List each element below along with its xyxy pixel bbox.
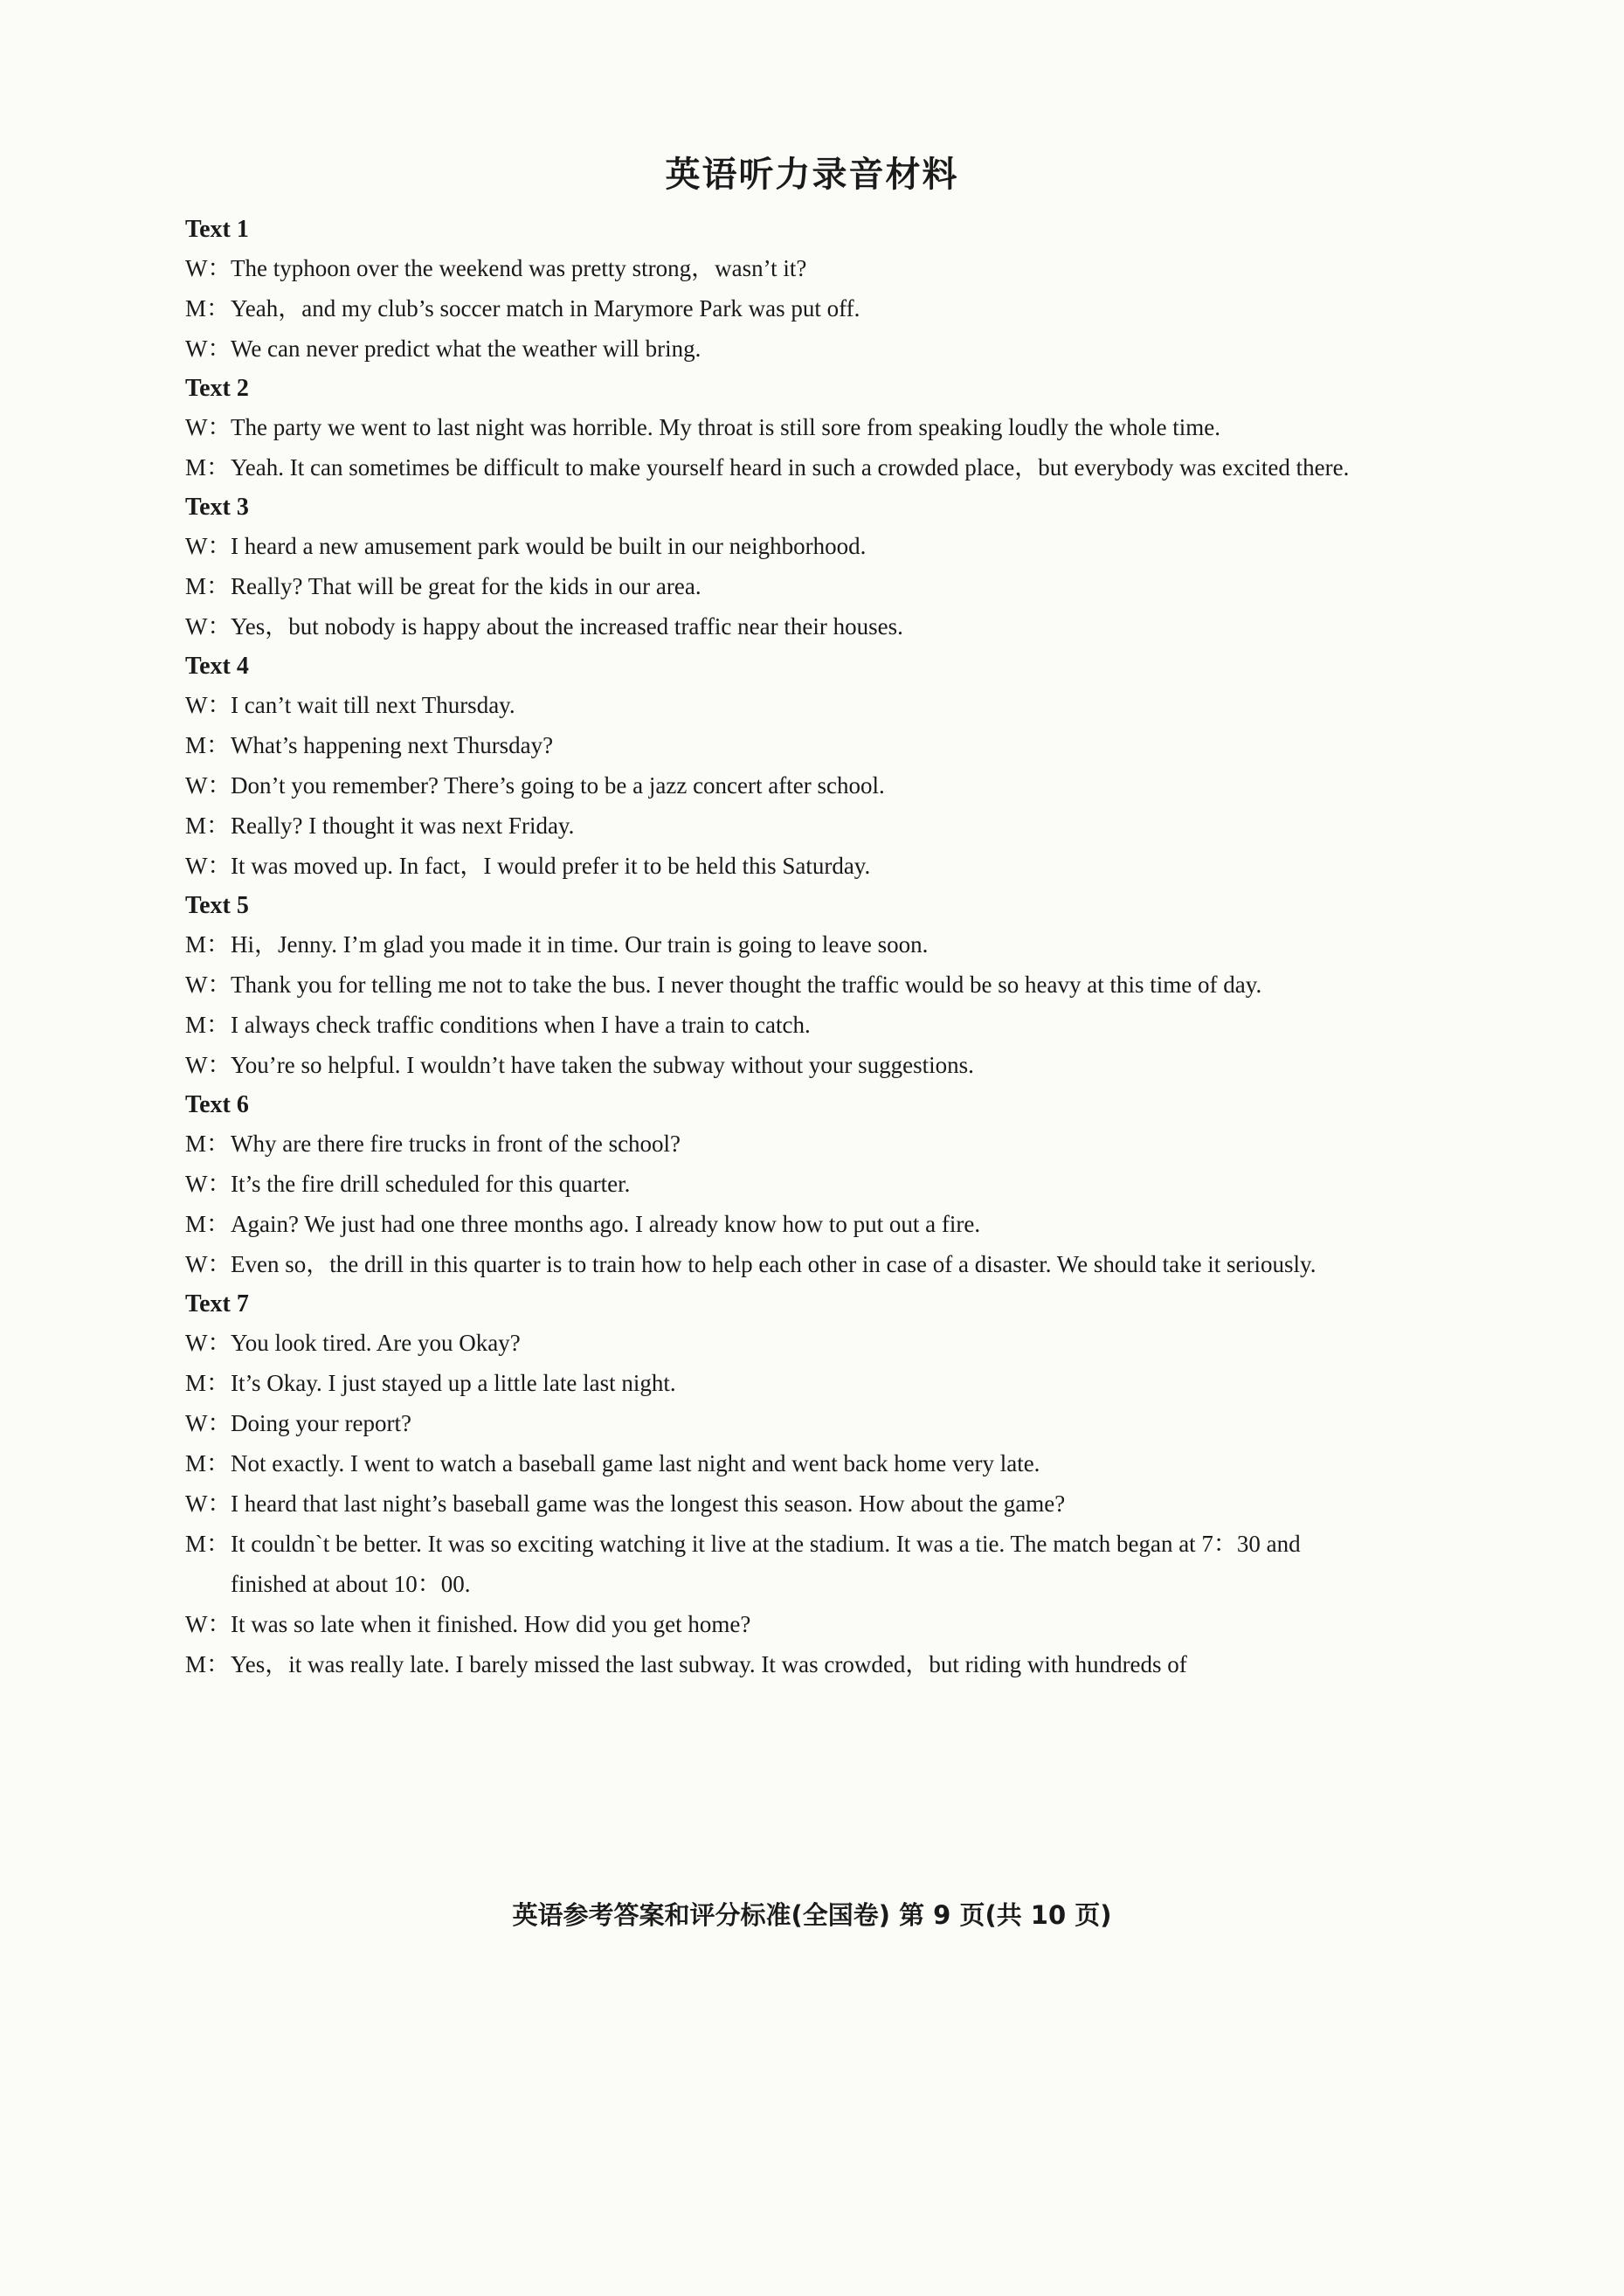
utterance-text: I heard a new amusement park would be built in our neighborhood. [231, 533, 867, 559]
dialogue-line [185, 1403, 1373, 1443]
speaker-label: W： [185, 613, 232, 640]
utterance-text: The party we went to last night was horrible. My throat is still sore from speaking loudly the whole time. [231, 414, 1221, 440]
dialogue-line [185, 725, 1373, 765]
dialogue-line [185, 1124, 1373, 1164]
section-heading: Text 1 [185, 216, 249, 243]
utterance-text: Don’t you remember? There’s going to be a jazz concert after school. [231, 772, 885, 799]
utterance-text: I heard that last night’s baseball game was the longest this season. How about the game? [231, 1490, 1066, 1517]
transcript-section [185, 1087, 1373, 1284]
utterance-text: Not exactly. I went to watch a baseball game last night and went back home very late. [231, 1450, 1040, 1476]
dialogue-line [185, 1323, 1373, 1363]
dialogue-line [185, 1204, 1373, 1244]
utterance-text: It’s the fire drill scheduled for this quarter. [231, 1171, 631, 1197]
dialogue-line [185, 965, 1373, 1005]
speaker-label: M： [185, 1651, 231, 1677]
utterance-text: You look tired. Are you Okay? [231, 1330, 521, 1356]
dialogue-line [185, 1005, 1373, 1045]
utterance-text: Thank you for telling me not to take the bus. I never thought the traffic would be so heavy at this time of day. [231, 972, 1262, 998]
transcript-section [185, 888, 1373, 1085]
utterance-text: It’s Okay. I just stayed up a little late last night. [231, 1370, 676, 1396]
dialogue-line [185, 1524, 1373, 1604]
dialogue-line [185, 1244, 1373, 1284]
utterance-text: Really? That will be great for the kids in our area. [231, 573, 701, 599]
dialogue-line [185, 846, 1373, 886]
speaker-label: W： [185, 692, 232, 718]
speaker-label: W： [185, 972, 232, 998]
dialogue-line [185, 288, 1373, 328]
dialogue-line [185, 685, 1373, 725]
dialogue-line [185, 1644, 1373, 1684]
transcript-section [185, 211, 1373, 369]
dialogue-line [185, 1604, 1373, 1644]
dialogue-line [185, 806, 1373, 846]
transcript-body [185, 210, 1373, 1684]
dialogue-line [185, 248, 1373, 288]
utterance-text: Yeah，and my club’s soccer match in Marymore Park was put off. [231, 295, 860, 322]
dialogue-line [185, 526, 1373, 566]
transcript-section [185, 370, 1373, 488]
utterance-text: It couldn`t be better. It was so exciting watching it live at the stadium. It was a tie. The match began at 7：30 and finished at about 10：00. [231, 1531, 1301, 1597]
dialogue-line [185, 328, 1373, 369]
dialogue-line [185, 566, 1373, 606]
speaker-label: M： [185, 1370, 231, 1396]
utterance-text: It was so late when it finished. How did you get home? [231, 1611, 751, 1637]
speaker-label: W： [185, 1611, 232, 1637]
utterance-text: Yeah. It can sometimes be difficult to make yourself heard in such a crowded place，but everybody was excited there. [231, 454, 1350, 481]
speaker-label: W： [185, 335, 232, 362]
utterance-text: I always check traffic conditions when I have a train to catch. [231, 1012, 811, 1038]
utterance-text: Yes，it was really late. I barely missed the last subway. It was crowded，but riding with hundreds of [231, 1651, 1187, 1677]
section-heading: Text 5 [185, 892, 249, 919]
speaker-label: W： [185, 1052, 232, 1078]
dialogue-line [185, 447, 1373, 488]
speaker-label: M： [185, 454, 231, 481]
speaker-label: M： [185, 1450, 231, 1476]
dialogue-line [185, 1443, 1373, 1483]
utterance-text: I can’t wait till next Thursday. [231, 692, 515, 718]
section-heading: Text 7 [185, 1290, 249, 1317]
speaker-label: M： [185, 1131, 231, 1157]
transcript-section [185, 648, 1373, 886]
section-heading: Text 3 [185, 494, 249, 521]
speaker-label: W： [185, 414, 232, 440]
utterance-text: What’s happening next Thursday? [231, 732, 554, 758]
dialogue-line [185, 924, 1373, 965]
speaker-label: W： [185, 1251, 232, 1277]
section-heading: Text 4 [185, 653, 249, 680]
utterance-text: Really? I thought it was next Friday. [231, 813, 575, 839]
speaker-label: M： [185, 295, 231, 322]
dialogue-line [185, 1045, 1373, 1085]
utterance-text: Yes，but nobody is happy about the increased traffic near their houses. [231, 613, 903, 640]
speaker-label: W： [185, 1171, 232, 1197]
section-heading: Text 6 [185, 1091, 249, 1118]
speaker-label: W： [185, 1490, 232, 1517]
transcript-section [185, 1286, 1373, 1684]
utterance-text: Even so，the drill in this quarter is to train how to help each other in case of a disaster. We should take it seriously. [231, 1251, 1316, 1277]
utterance-text: Hi，Jenny. I’m glad you made it in time. Our train is going to leave soon. [231, 931, 929, 958]
dialogue-line [185, 1483, 1373, 1524]
speaker-label: W： [185, 853, 232, 879]
speaker-label: M： [185, 573, 231, 599]
speaker-label: W： [185, 255, 232, 281]
speaker-label: M： [185, 1211, 231, 1237]
speaker-label: M： [185, 813, 231, 839]
page-title: 英语听力录音材料 [665, 155, 959, 195]
page-footer: 英语参考答案和评分标准(全国卷) 第 9 页(共 10 页) [512, 1900, 1112, 1930]
utterance-text: We can never predict what the weather will bring. [231, 335, 701, 362]
section-heading: Text 2 [185, 375, 249, 402]
dialogue-line [185, 606, 1373, 647]
utterance-text: It was moved up. In fact，I would prefer it to be held this Saturday. [231, 853, 871, 879]
speaker-label: W： [185, 1330, 232, 1356]
utterance-text: Doing your report? [231, 1410, 411, 1436]
speaker-label: M： [185, 732, 231, 758]
dialogue-line [185, 765, 1373, 806]
dialogue-line [185, 1164, 1373, 1204]
utterance-text: Again? We just had one three months ago. I already know how to put out a fire. [231, 1211, 981, 1237]
utterance-text: You’re so helpful. I wouldn’t have taken the subway without your suggestions. [231, 1052, 974, 1078]
dialogue-line [185, 407, 1373, 447]
utterance-text: Why are there fire trucks in front of the school? [231, 1131, 681, 1157]
speaker-label: W： [185, 533, 232, 559]
speaker-label: W： [185, 772, 232, 799]
speaker-label: W： [185, 1410, 232, 1436]
dialogue-line [185, 1363, 1373, 1403]
speaker-label: M： [185, 1012, 231, 1038]
utterance-text: The typhoon over the weekend was pretty strong，wasn’t it? [231, 255, 807, 281]
speaker-label: M： [185, 931, 231, 958]
speaker-label: M： [185, 1531, 231, 1557]
transcript-section [185, 489, 1373, 647]
